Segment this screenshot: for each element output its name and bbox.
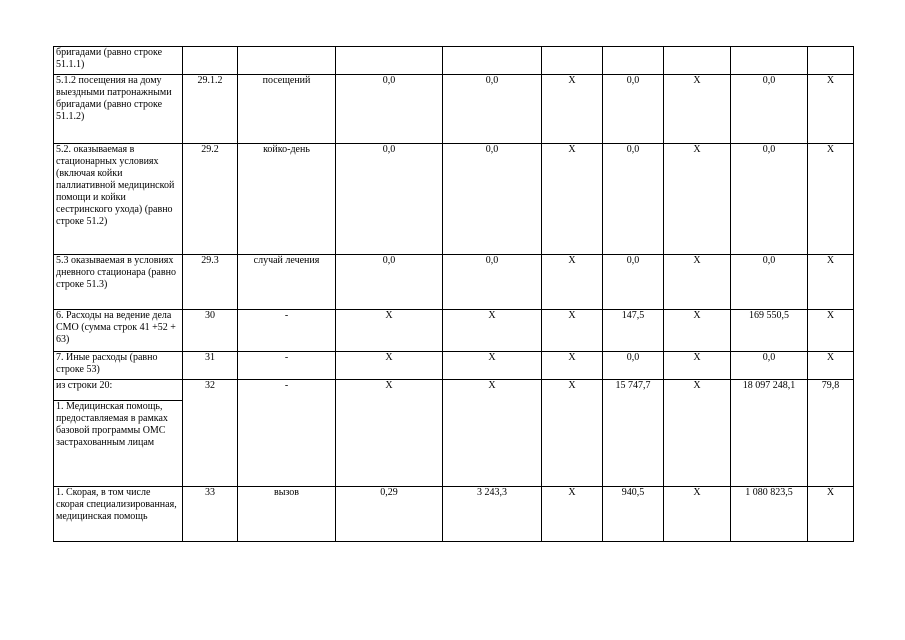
table-row <box>54 487 854 542</box>
table-body <box>54 47 854 542</box>
table-cell: 0,29 <box>336 487 443 542</box>
table-cell: койко-день <box>238 144 336 255</box>
table-cell: - <box>238 310 336 352</box>
table-row <box>54 255 854 310</box>
table-cell: X <box>664 75 731 144</box>
table-row <box>54 47 854 75</box>
table-cell <box>443 47 542 75</box>
table-cell: 18 097 248,1 <box>731 380 808 487</box>
table-row <box>54 75 854 144</box>
table-cell: X <box>542 144 603 255</box>
row-name: 1. Скорая, в том числе скорая специализированная, медицинская помощь <box>54 487 183 542</box>
table-cell: X <box>336 352 443 380</box>
table-cell: 0,0 <box>731 352 808 380</box>
table-cell: 0,0 <box>336 255 443 310</box>
table-cell <box>542 47 603 75</box>
table-cell: X <box>664 487 731 542</box>
table-cell: 3 243,3 <box>443 487 542 542</box>
table-cell: X <box>542 310 603 352</box>
table-cell: 31 <box>183 352 238 380</box>
table-cell: X <box>808 352 854 380</box>
table-cell: X <box>664 310 731 352</box>
table-cell: X <box>808 255 854 310</box>
row-name: 6. Расходы на ведение дела СМО (сумма строк 41 +52 + 63) <box>54 310 183 352</box>
table-cell: X <box>808 75 854 144</box>
table-cell: X <box>336 380 443 487</box>
table-cell: X <box>336 310 443 352</box>
table-cell: X <box>808 310 854 352</box>
table-cell: X <box>664 352 731 380</box>
table-cell: X <box>542 255 603 310</box>
table-cell: X <box>664 255 731 310</box>
table-cell: X <box>664 144 731 255</box>
table-row <box>54 144 854 255</box>
table-cell <box>238 47 336 75</box>
row-subname: 1. Медицинская помощь, предоставляемая в рамках базовой программы ОМС застрахованным лицам <box>54 401 183 487</box>
table-cell: X <box>664 380 731 487</box>
table-cell: X <box>542 352 603 380</box>
table-cell: случай лечения <box>238 255 336 310</box>
table-cell: 30 <box>183 310 238 352</box>
table-cell: 0,0 <box>731 255 808 310</box>
table-cell: 0,0 <box>443 255 542 310</box>
table-cell: 0,0 <box>443 144 542 255</box>
table-cell <box>603 47 664 75</box>
table-cell: X <box>808 144 854 255</box>
table-cell: 15 747,7 <box>603 380 664 487</box>
table-cell: 0,0 <box>731 144 808 255</box>
table-row <box>54 310 854 352</box>
table-cell: 33 <box>183 487 238 542</box>
table-cell: 29.1.2 <box>183 75 238 144</box>
table-cell: 147,5 <box>603 310 664 352</box>
table-cell: X <box>808 487 854 542</box>
table-row <box>54 352 854 380</box>
table-cell <box>731 47 808 75</box>
table-cell <box>808 47 854 75</box>
table-cell <box>336 47 443 75</box>
table-cell: X <box>443 380 542 487</box>
table-row <box>54 380 854 401</box>
table-cell <box>183 47 238 75</box>
table-cell: 0,0 <box>603 352 664 380</box>
table-cell: 0,0 <box>731 75 808 144</box>
row-name: бригадами (равно строке 51.1.1) <box>54 47 183 75</box>
table-cell: вызов <box>238 487 336 542</box>
table-cell: 0,0 <box>603 75 664 144</box>
table-cell: 29.2 <box>183 144 238 255</box>
table-cell: 79,8 <box>808 380 854 487</box>
table-cell: 1 080 823,5 <box>731 487 808 542</box>
table-cell: 0,0 <box>603 255 664 310</box>
row-name: 7. Иные расходы (равно строке 53) <box>54 352 183 380</box>
table-cell: 940,5 <box>603 487 664 542</box>
row-name: 5.2. оказываемая в стационарных условиях (включая койки паллиативной медицинской помощи и койки сестринского ухода) (равно строке 51.2) <box>54 144 183 255</box>
table-cell: 0,0 <box>336 75 443 144</box>
table-cell: X <box>443 352 542 380</box>
table-cell: посещений <box>238 75 336 144</box>
table-cell: 0,0 <box>336 144 443 255</box>
table-cell: X <box>443 310 542 352</box>
row-name: из строки 20: <box>54 380 183 401</box>
table-cell <box>664 47 731 75</box>
table-cell: 29.3 <box>183 255 238 310</box>
table-cell: X <box>542 380 603 487</box>
table-cell: - <box>238 380 336 487</box>
table-cell: 169 550,5 <box>731 310 808 352</box>
table-cell: 0,0 <box>603 144 664 255</box>
table-cell: - <box>238 352 336 380</box>
medical-expenses-table <box>53 46 854 542</box>
row-name: 5.3 оказываемая в условиях дневного стационара (равно строке 51.3) <box>54 255 183 310</box>
row-name: 5.1.2 посещения на дому выездными патронажными бригадами (равно строке 51.1.2) <box>54 75 183 144</box>
table-cell: X <box>542 75 603 144</box>
table-cell: 32 <box>183 380 238 487</box>
table-cell: 0,0 <box>443 75 542 144</box>
table-cell: X <box>542 487 603 542</box>
